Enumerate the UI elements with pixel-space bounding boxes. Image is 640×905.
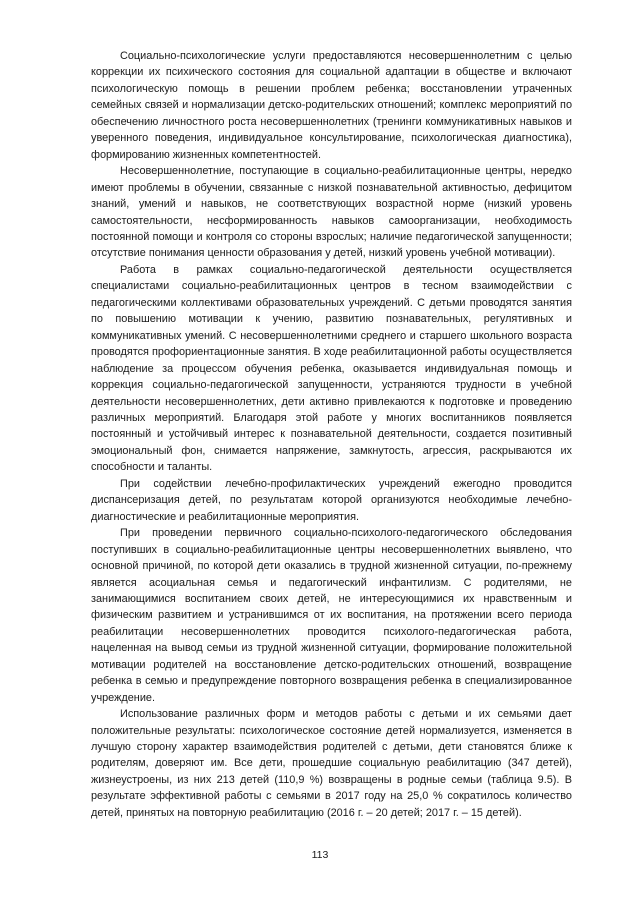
paragraph-learning-problems: Несовершеннолетние, поступающие в социально-реабилитационные центры, нередко имеют проблемы в обучении, связанные с низкой познавательной активностью, дефицитом знаний, умений и навыков, не соответствующих возрастной норме (низкий уровень самостоятельности, несформированность навыков самоорганизации, необходимость постоянной помощи и контроля со стороны взрослых; наличие педагогической запущенности; отсутствие понимания ценности образования у детей, низкий уровень учебной мотивации). <box>91 165 572 260</box>
paragraph-positive-results: Использование различных форм и методов работы с детьми и их семьями дает положительные результаты: психологическое состояние детей нормализуется, изменяется в лучшую сторону характер взаимодействия родителей с детьми, дети становятся ближе к родителям, доверяют им. Все дети, прошедшие социальную реабилитацию (347 детей), жизнеустроены, из них 213 детей (110,9 %) возвращены в родные семьи (таблица 9.5). В результате эффективной работы с семьями в 2017 году на 25,0 % сократилось количество детей, принятых на повторную реабилитацию (2016 г. – 20 детей; 2017 г. – 15 детей). <box>91 708 572 819</box>
page-number: 113 <box>311 849 329 861</box>
paragraph-primary-examination: При проведении первичного социально-психолого-педагогического обследования поступивших в социально-реабилитационные центры несовершеннолетних выявлено, что основной причиной, по которой дети оказались в трудной жизненной ситуации, по-прежнему является асоциальная семья и педагогический инфантилизм. С родителями, не занимающимися воспитанием своих детей, не интересующимися их нравственным и физическим развитием и устранившимся от их воспитания, на протяжении всего периода реабилитации несовершеннолетних проводится психолого-педагогическая работа, нацеленная на вывод семьи из трудной жизненной ситуации, формирование положительной мотивации родителей на восстановление детско-родительских отношений, возвращение ребенка в семью и предупреждение повторного возвращения ребенка в специализированное учреждение. <box>91 527 572 704</box>
paragraph-social-psychological-services: Социально-психологические услуги предоставляются несовершеннолетним с целью коррекции их психического состояния для социальной адаптации в обществе и включают психологическую помощь в решении проблем ребенка; восстановлении утраченных семейных связей и нормализации детско-родительских отношений; комплекс мероприятий по обеспечению личностного роста несовершеннолетних (тренинги коммуникативных навыков и уверенного поведения, индивидуальное консультирование, психологическая диагностика), формированию жизненных компетентностей. <box>91 50 572 161</box>
document-body <box>91 48 572 821</box>
paragraph-social-pedagogical-work: Работа в рамках социально-педагогической деятельности осуществляется специалистами социально-реабилитационных центров в тесном взаимодействии с педагогическими коллективами образовательных учреждений. С детьми проводятся занятия по повышению мотивации к учению, развитию познавательных, регулятивных и коммуникативных умений. С несовершеннолетними среднего и старшего школьного возраста проводятся профориентационные занятия. В ходе реабилитационной работы осуществляется наблюдение за процессом обучения ребенка, оказывается индивидуальная помощь и коррекция социально-педагогической запущенности, устраняются трудности в учебной деятельности несовершеннолетних, дети активно привлекаются к подготовке и проведению различных мероприятий. Благодаря этой работе у многих воспитанников появляется постоянный и устойчивый интерес к познавательной деятельности, создается позитивный эмоциональный фон, снимается напряжение, замкнутость, агрессия, раскрываются их способности и таланты. <box>91 263 572 474</box>
paragraph-medical-examination: При содействии лечебно-профилактических учреждений ежегодно проводится диспансеризация детей, по результатам которой организуются необходимые лечебно-диагностические и реабилитационные мероприятия. <box>91 477 572 523</box>
